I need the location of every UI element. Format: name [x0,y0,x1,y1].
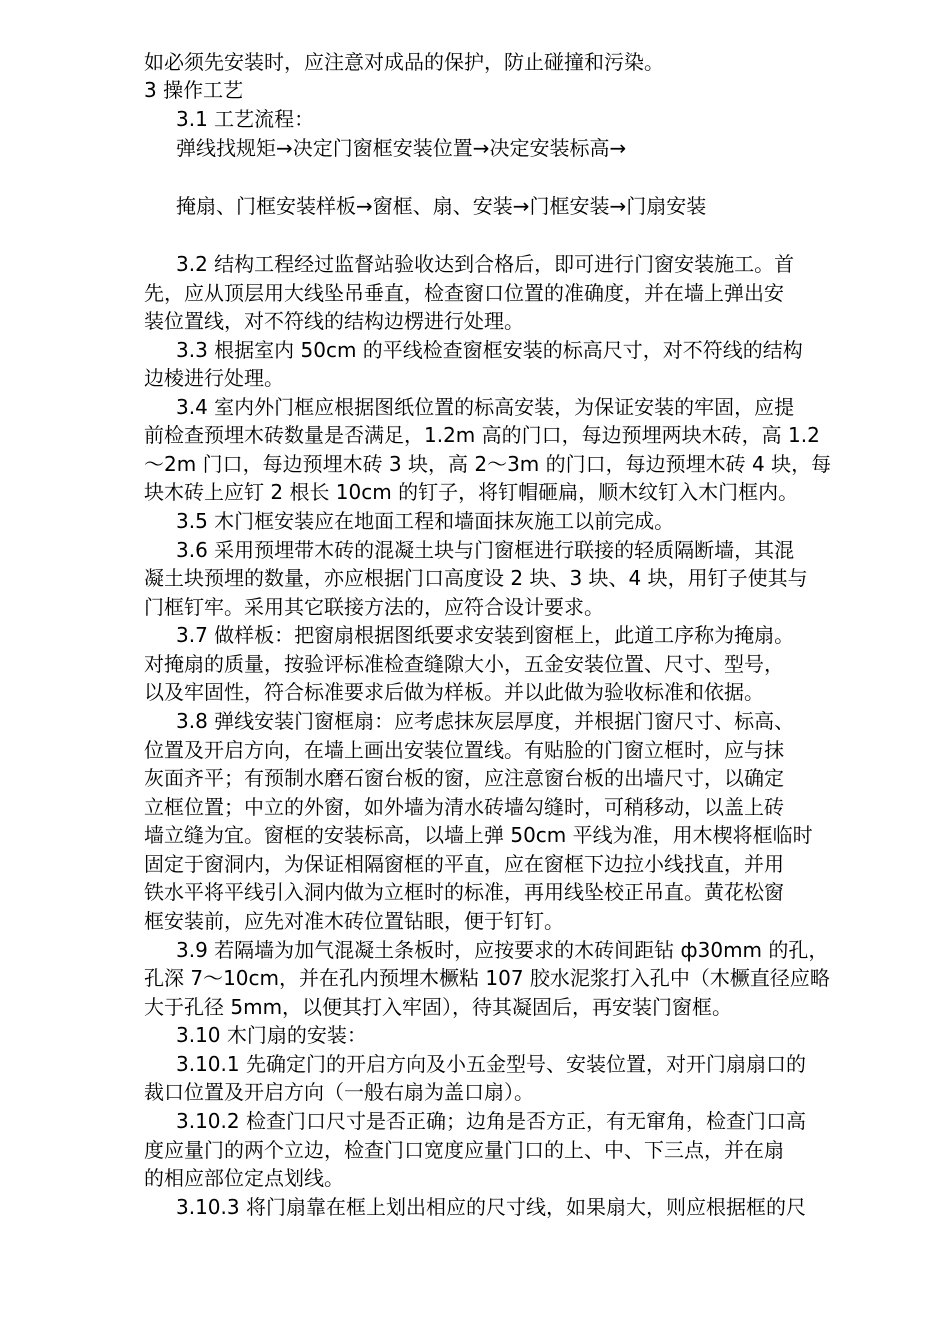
text-line: 度应量门的两个立边，检查门口宽度应量门口的上、中、下三点，并在扇 [144,1138,784,1162]
text-line: 框安装前，应先对准木砖位置钻眼，便于钉钉。 [144,909,564,933]
text-line: 3.5 木门框安装应在地面工程和墙面抹灰施工以前完成。 [176,509,675,533]
text-line: 的相应部位定点划线。 [144,1166,344,1190]
text-line: 铁水平将平线引入洞内做为立框时的标准，再用线坠校正吊直。黄花松窗 [144,880,784,904]
text-line: 3.4 室内外门框应根据图纸位置的标高安装，为保证安装的牢固，应提 [176,395,795,419]
text-line: 3.10.1 先确定门的开启方向及小五金型号、安装位置，对开门扇扇口的 [176,1052,806,1076]
text-line: 灰面齐平；有预制水磨石窗台板的窗，应注意窗台板的出墙尺寸，以确定 [144,766,784,790]
text-line: 3.6 采用预埋带木砖的混凝土块与门窗框进行联接的轻质隔断墙，其混 [176,538,795,562]
text-line: 立框位置；中立的外窗，如外墙为清水砖墙勾缝时，可稍移动，以盖上砖 [144,795,784,819]
text-line: 边棱进行处理。 [144,366,284,390]
text-line: 凝土块预埋的数量，亦应根据门口高度设 2 块、3 块、4 块，用钉子使其与 [144,566,808,590]
text-line: 3.8 弹线安装门窗框扇：应考虑抹灰层厚度，并根据门窗尺寸、标高、 [176,709,795,733]
subsection-heading: 3.1 工艺流程： [176,107,315,131]
text-line: ～2m 门口，每边预埋木砖 3 块，高 2～3m 的门口，每边预埋木砖 4 块，每 [144,452,832,476]
text-line: 先，应从顶层用大线坠吊垂直，检查窗口位置的准确度，并在墙上弹出安 [144,281,784,305]
text-line: 3.10.2 检查门口尺寸是否正确；边角是否方正，有无窜角，检查门口高 [176,1109,806,1133]
text-line: 如必须先安装时，应注意对成品的保护，防止碰撞和污染。 [144,50,664,74]
text-line: 装位置线，对不符线的结构边楞进行处理。 [144,309,524,333]
process-flow-line: 掩扇、门框安装样板→窗框、扇、安装→门框安装→门扇安装 [176,194,707,218]
text-line: 门框钉牢。采用其它联接方法的，应符合设计要求。 [144,595,604,619]
text-line: 孔深 7～10cm，并在孔内预埋木橛粘 107 胶水泥浆打入孔中（木橛直径应略 [144,966,830,990]
text-line: 裁口位置及开启方向（一般右扇为盖口扇）。 [144,1080,534,1104]
text-line: 3.2 结构工程经过监督站验收达到合格后，即可进行门窗安装施工。首 [176,252,795,276]
process-flow-line: 弹线找规矩→决定门窗框安装位置→决定安装标高→ [176,136,627,160]
text-line: 块木砖上应钉 2 根长 10cm 的钉子，将钉帽砸扁，顺木纹钉入木门框内。 [144,480,799,504]
text-line: 对掩扇的质量，按验评标准检查缝隙大小，五金安装位置、尺寸、型号， [144,652,784,676]
text-line: 3.7 做样板：把窗扇根据图纸要求安装到窗框上，此道工序称为掩扇。 [176,623,795,647]
text-line: 前检查预埋木砖数量是否满足，1.2m 高的门口，每边预埋两块木砖，高 1.2 [144,423,820,447]
text-line: 3.3 根据室内 50cm 的平线检查窗框安装的标高尺寸，对不符线的结构 [176,338,803,362]
text-line: 墙立缝为宜。窗框的安装标高，以墙上弹 50cm 平线为准，用木楔将框临时 [144,823,813,847]
section-heading: 3 操作工艺 [144,78,244,102]
subsection-heading: 3.10 木门扇的安装： [176,1023,367,1047]
text-line: 固定于窗洞内，为保证相隔窗框的平直，应在窗框下边拉小线找直，并用 [144,852,784,876]
text-line: 3.9 若隔墙为加气混凝土条板时，应按要求的木砖间距钻 ф30mm 的孔， [176,938,829,962]
text-line: 位置及开启方向，在墙上画出安装位置线。有贴脸的门窗立框时，应与抹 [144,738,784,762]
text-line: 大于孔径 5mm，以便其打入牢固），待其凝固后，再安装门窗框。 [144,995,733,1019]
text-line: 3.10.3 将门扇靠在框上划出相应的尺寸线，如果扇大，则应根据框的尺 [176,1195,806,1219]
text-line: 以及牢固性，符合标准要求后做为样板。并以此做为验收标准和依据。 [144,680,764,704]
